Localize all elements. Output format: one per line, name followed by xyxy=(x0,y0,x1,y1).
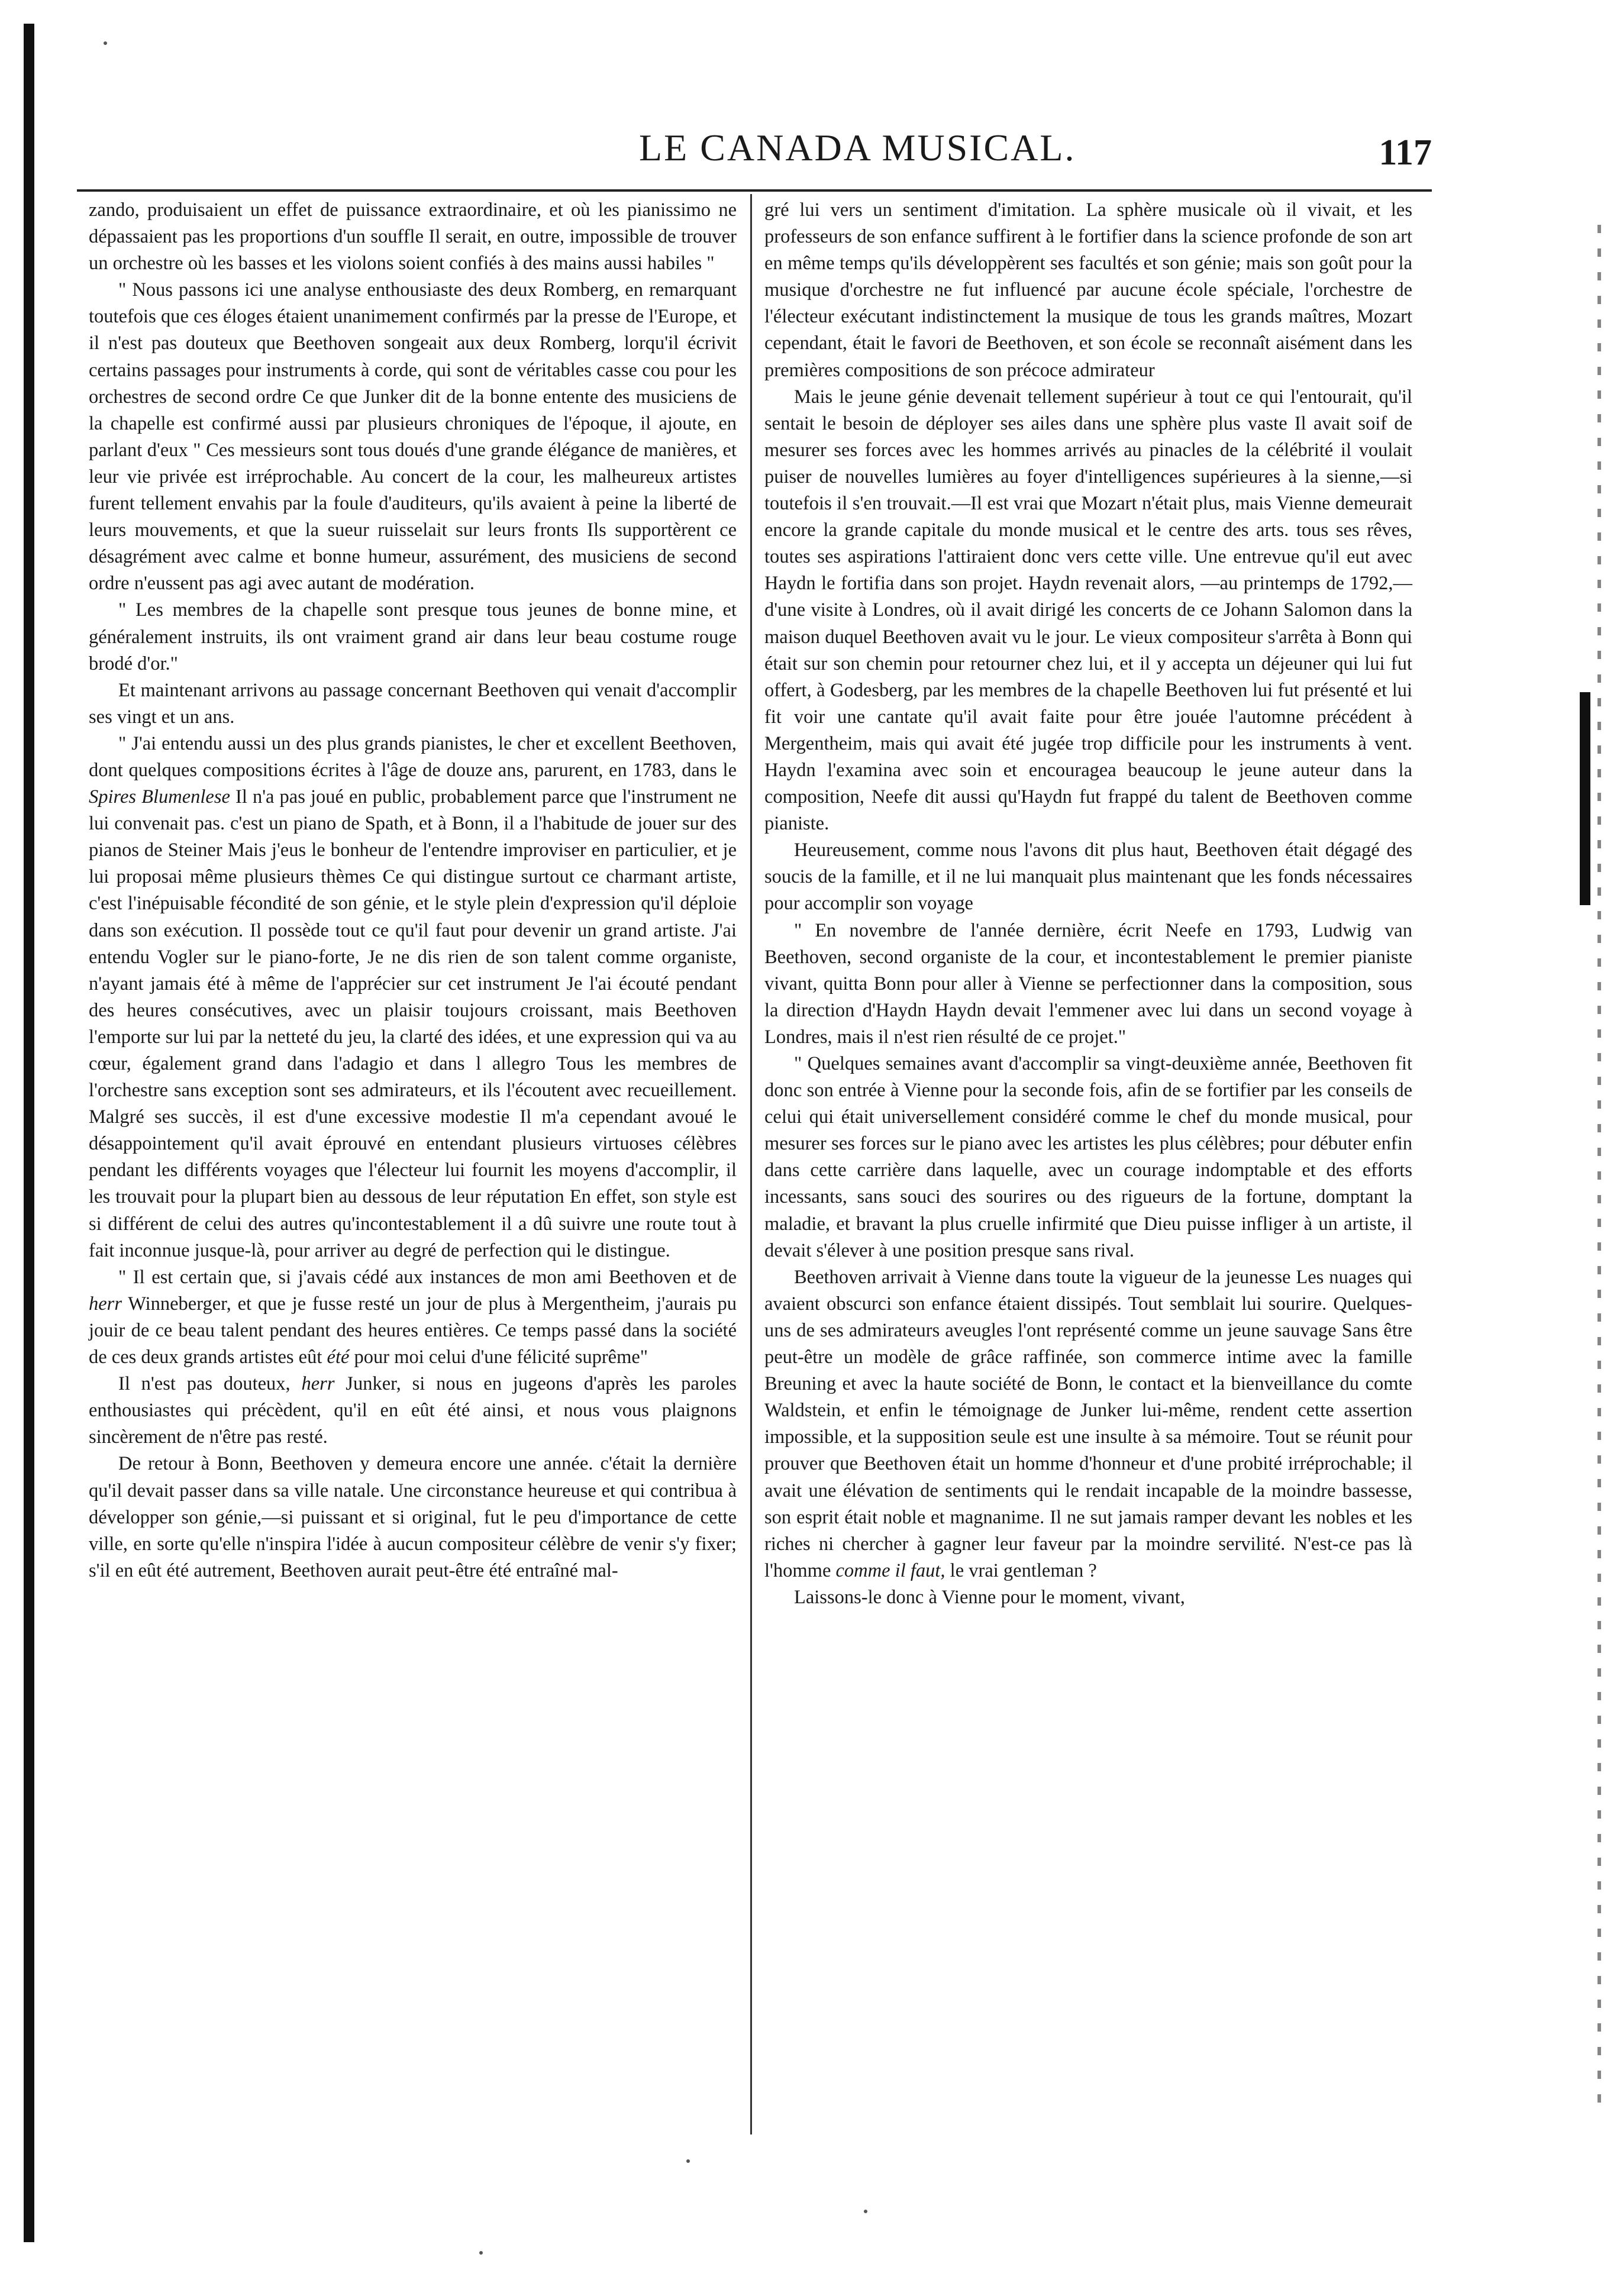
paragraph: Laissons-le donc à Vienne pour le moment, vivant, xyxy=(794,1586,1185,1608)
text-run: le vrai gentleman ? xyxy=(945,1559,1097,1581)
left-column xyxy=(89,197,737,1584)
text-run: Il n'a pas joué en public, probablement parce que l'instrument ne lui convenait pas. c'est un piano de Spath, et à Bonn, il a l'habitude de jouer sur des pianos de Steiner Mais j'eus le bonheur de l'entendre improviser en particulier, et je lui proposai même plusieurs thèmes Ce qui distingue surtout ce charmant artiste, c'est l'inépuisable fécondité de son génie, et le style plein d'expression qu'il déploie dans son exécution. Il possède tout ce qu'il faut pour devenir un grand artiste. J'ai entendu Vogler sur le piano-forte, Je ne dis rien de son talent comme organiste, n'ayant jamais été à même de l'apprécier sur cet instrument Je l'ai écouté pendant des heures consécutives, avec un plaisir toujours croissant, mais Beethoven l'emporte sur lui par la netteté du jeu, la clarté des idées, et une expression qui va au cœur, également grand dans l'adagio et dans l allegro Tous les membres de l'orchestre sans exception sont ses admirateurs, et ils l'écoutent avec recueillement. Malgré ses succès, il est d'une excessive modestie Il m'a cependant avoué le désappointement qu'il avait éprouvé en entendant plusieurs virtuoses célèbres pendant les différents voyages que l'électeur lui fournit les moyens d'accomplir, il les trouvait pour la plupart bien au dessous de leur réputation En effet, son style est si différent de celui des autres qu'incontestablement il a dû suivre une route tout à fait inconnue jusque-là, pour arriver au degré de perfection qui le distingue. xyxy=(89,786,737,1261)
page-number: 117 xyxy=(1379,133,1432,173)
text-run: pour moi celui d'une félicité suprême" xyxy=(349,1346,648,1368)
column-divider xyxy=(750,194,752,2134)
page-header xyxy=(77,115,1432,186)
italic-phrase: comme il faut, xyxy=(835,1559,945,1581)
text-run: " J'ai entendu aussi un des plus grands pianistes, le cher et excellent Beethoven, dont quelques compositions écrites à l'âge de douze ans, parurent, en 1783, dans le xyxy=(89,732,737,781)
text-run: " Il est certain que, si j'avais cédé aux instances de mon ami Beethoven et de xyxy=(118,1266,737,1288)
text-run: Winneberger, et que je fusse resté un jour de plus à Mergentheim, j'aurais pu jouir de ce beau talent pendant des heures entières. Ce temps passé dans la société de ces deux grands artistes eût xyxy=(89,1293,737,1368)
header-rule xyxy=(77,189,1432,192)
paragraph: Heureusement, comme nous l'avons dit plus haut, Beethoven était dégagé des soucis de la famille, et il ne lui manquait plus maintenant que les fonds nécessaires pour accomplir son voyage xyxy=(764,839,1412,915)
paragraph: Et maintenant arrivons au passage concernant Beethoven qui venait d'accomplir ses vingt et un ans. xyxy=(89,679,737,728)
paragraph xyxy=(89,731,737,1264)
paragraph: De retour à Bonn, Beethoven y demeura encore une année. c'était la dernière qu'il devait passer dans sa ville natale. Une circonstance heureuse et qui contribua à développer son génie,—si puissant et si original, fut le peu d'importance de cette ville, en sorte qu'elle n'inspira l'idée à aucun compositeur célèbre de venir s'y fixer; s'il en eût été autrement, Beethoven aurait peut-être été entraîné mal- xyxy=(89,1453,737,1581)
paragraph: gré lui vers un sentiment d'imitation. La sphère musicale où il vivait, et les professeurs de son enfance suffirent à le fortifier dans la science profonde de son art en même temps qu'ils développèrent ses facultés et son génie; mais son goût pour la musique d'orchestre ne fut influencé par aucune école spéciale, l'orchestre de l'électeur exécutant indistinctement la musique de tous les grands maîtres, Mozart cependant, était le favori de Beethoven, et son école se reconnaît aisément dans les premières compositions de son précoce admirateur xyxy=(764,199,1412,381)
italic-word: herr xyxy=(89,1293,122,1315)
italic-title: Spires Blumenlese xyxy=(89,786,230,808)
text-run: Junker, si nous en jugeons d'après les paroles enthousiastes qui précèdent, qu'il en eût été ainsi, et nous vous plaignons sincèrement de n'être pas resté. xyxy=(89,1373,737,1448)
running-title: LE CANADA MUSICAL. xyxy=(639,127,1076,169)
italic-word: été xyxy=(327,1346,350,1368)
paragraph: " Quelques semaines avant d'accomplir sa vingt-deuxième année, Beethoven fit donc son entrée à Vienne pour la seconde fois, afin de se fortifier par les conseils de celui qui était universellement considéré comme le chef du monde musical, pour mesurer ses forces sur le piano avec les artistes les plus célèbres; pour débuter enfin dans cette carrière dans laquelle, avec un courage indomptable et des efforts incessants, sans souci des sourires ou des rigueurs de la fortune, domptant la maladie, et bravant la plus cruelle infirmité que Dieu puisse infliger à un artiste, il devait s'élever à une position presque sans rival. xyxy=(764,1053,1412,1261)
scan-edge-bar xyxy=(1580,692,1590,905)
text-run: Beethoven arrivait à Vienne dans toute la vigueur de la jeunesse Les nuages qui avaient obscurci son enfance étaient dissipés. Tout semblait lui sourire. Quelques-uns de ses admirateurs aveugles l'ont représenté comme un jeune sauvage Sans être peut-être un modèle de grâce raffinée, son commerce intime avec la famille Breuning et avec la haute société de Bonn, le contact et la bienveillance du comte Waldstein, et enfin le témoignage de Junker lui-même, rendent cette assertion impossible, et la supposition seule est une insulte à sa mémoire. Tout se réunit pour prouver que Beethoven était un homme d'honneur et d'une probité irréprochable; il avait une élévation de sentiments qui le rendait incapable de la moindre bassesse, son esprit était noble et magnanime. Il ne sut jamais ramper devant les nobles et les riches ni chercher à gagner leur faveur par la moindre servilité. N'est-ce pas là l'homme xyxy=(764,1266,1412,1581)
scan-edge-marks xyxy=(1597,225,1601,2118)
paragraph xyxy=(89,1371,737,1451)
paragraph: " Nous passons ici une analyse enthousiaste des deux Romberg, en remarquant toutefois que ces éloges étaient unanimement confirmés par la presse de l'Europe, et il n'est pas douteux que Beethoven songeait aux deux Romberg, lorqu'il écrivit certains passages pour instruments à corde, qui sont de véritables casse cou pour les orchestres de second ordre Ce que Junker dit de la bonne entente des musiciens de la chapelle est confirmé aussi par plusieurs chroniques de l'époque, il ajoute, en parlant d'eux " Ces messieurs sont tous doués d'une grande élégance de manières, et leur vie privée est irréprochable. Au concert de la cour, les malheureux artistes furent tellement envahis par la foule d'auditeurs, qu'ils avaient à peine la liberté de leurs mouvements, et que la sueur ruisselait sur leurs fronts Ils supportèrent ce désagrément avec calme et bonne humeur, assurément, des musiciens de second ordre n'eussent pas agi avec autant de modération. xyxy=(89,279,737,595)
paragraph: Mais le jeune génie devenait tellement supérieur à tout ce qui l'entourait, qu'il sentait le besoin de déployer ses ailes dans une sphère plus vaste Il avait soif de mesurer ses forces avec les hommes arrivés au pinacles de la célébrité il voulait puiser de nouvelles lumières au foyer d'intelligences supérieures à la sienne,—si toutefois il s'en trouvait.—Il est vrai que Mozart n'était plus, mais Vienne demeurait encore la grande capitale du monde musical et le centre des arts. tous ses rêves, toutes ses aspirations l'attiraient donc vers cette ville. Une entrevue qu'il eut avec Haydn le fortifia dans son projet. Haydn revenait alors, —au printemps de 1792,—d'une visite à Londres, où il avait dirigé les concerts de ce Johann Salomon dans la maison duquel Beethoven avait vu le jour. Le vieux compositeur s'arrêta à Bonn qui était sur son chemin pour retourner chez lui, et il y accepta un déjeuner qui lui fut offert, à Godesberg, par les membres de la chapelle Beethoven lui fut présenté et lui fit voir une cantate qu'il avait faite pour être jouée l'automne précédent à Mergentheim, mais qui avait été jugée trop difficile pour les instruments à vent. Haydn l'examina avec soin et encouragea beaucoup le jeune auteur dans la composition, Neefe dit aussi qu'Haydn fut frappé du talent de Beethoven comme pianiste. xyxy=(764,386,1412,835)
paragraph: " Les membres de la chapelle sont presque tous jeunes de bonne mine, et généralement instruits, ils ont vraiment grand air dans leur beau costume rouge brodé d'or." xyxy=(89,599,737,674)
scan-margin-bar xyxy=(24,24,34,2242)
paragraph: zando, produisaient un effet de puissance extraordinaire, et où les pianissimo ne dépassaient pas les proportions d'un souffle Il serait, en outre, impossible de trouver un orchestre où les basses et les violons soient confiés à des mains aussi habiles " xyxy=(89,199,737,275)
paragraph xyxy=(89,1264,737,1371)
right-column xyxy=(764,197,1412,1611)
italic-word: herr xyxy=(301,1373,335,1395)
paragraph: " En novembre de l'année dernière, écrit Neefe en 1793, Ludwig van Beethoven, second organiste de la cour, et incontestablement le premier pianiste vivant, quitta Bonn pour aller à Vienne se perfectionner dans la composition, sous la direction d'Haydn Haydn devait l'emmener avec lui dans un second voyage à Londres, mais il n'est rien résulté de ce projet." xyxy=(764,919,1412,1048)
text-run: Il n'est pas douteux, xyxy=(118,1373,302,1395)
paragraph xyxy=(764,1264,1412,1584)
